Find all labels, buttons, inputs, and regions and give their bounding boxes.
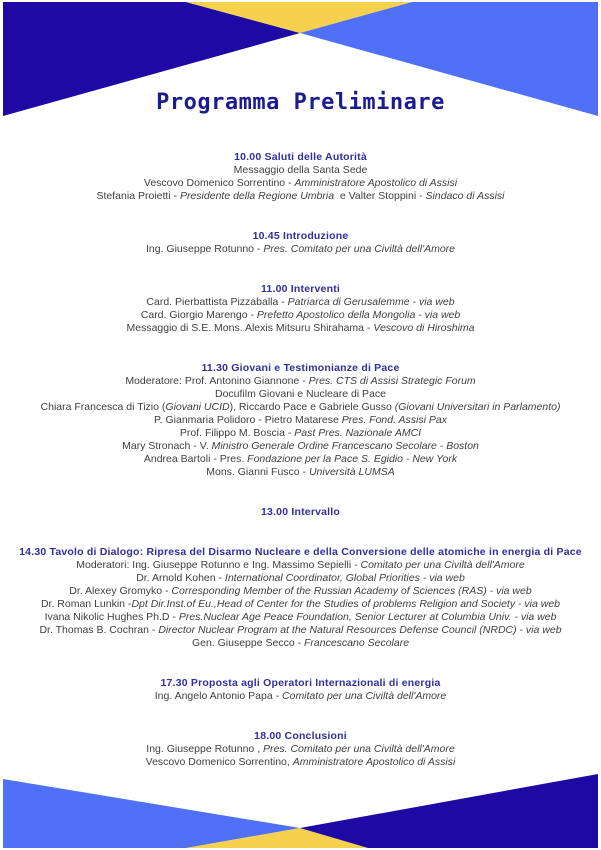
text-segment: Stefania Proietti -: [96, 190, 180, 202]
text-segment: Ivana Nikolic Hughes Ph.D -: [44, 611, 179, 623]
program-line: [0, 624, 601, 637]
text-segment: Moderatore: Prof. Antonino Giannone -: [125, 375, 309, 387]
program-section: [0, 283, 601, 335]
section-header: 18.00 Conclusioni: [254, 730, 347, 742]
text-segment: Ing. Giuseppe Rotunno -: [146, 243, 264, 255]
program-line: [0, 375, 601, 388]
text-segment: Mary Stronach - V.: [122, 440, 212, 452]
text-segment: Gen. Giuseppe Secco -: [191, 637, 304, 649]
text-segment: Sindaco di Assisi: [425, 190, 505, 202]
program-line: [0, 164, 601, 177]
section-header: 10.00 Saluti delle Autorità: [234, 151, 367, 163]
program-line: [0, 572, 601, 585]
text-segment: Andrea Bartoli - Pres.: [143, 453, 248, 465]
text-segment: P. Gianmaria Polidoro - Pietro Matarese: [154, 414, 342, 426]
section-header: 17.30 Proposta agli Operatori Internazionali di energia: [160, 677, 441, 689]
text-segment: Pres. Comitato per una Civiltà dell'Amore: [263, 743, 455, 755]
text-segment: Dr. Roman Lunkin -: [40, 598, 132, 610]
text-segment: Dr. Alexey Gromyko -: [69, 585, 172, 597]
text-segment: Director Nuclear Program at the Natural Resources Defense Council (NRDC) - via web: [158, 624, 562, 636]
text-segment: Presidente della Regione Umbria: [179, 190, 337, 202]
program-line: [0, 177, 601, 190]
program-line: [0, 743, 601, 756]
text-segment: Amministratore Apostolico di Assisi: [294, 177, 458, 189]
program-section: [0, 730, 601, 769]
text-segment: (Giovani Universitari in Parlamento): [394, 401, 561, 413]
text-segment: Ing. Giuseppe Rotunno ,: [146, 743, 264, 755]
program-line: [0, 598, 601, 611]
text-segment: Pres. Comitato per una Civiltà dell'Amore: [263, 243, 455, 255]
section-header: 14.30 Tavolo di Dialogo: Ripresa del Disarmo Nucleare e della Conversione delle atomiche in energia di Pace: [19, 546, 582, 558]
program-line: [0, 440, 601, 453]
program-line: [0, 414, 601, 427]
text-segment: Francescano Secolare: [304, 637, 410, 649]
program-line: [0, 401, 601, 414]
text-segment: Dr. Thomas B. Cochran -: [39, 624, 159, 636]
program-line: [0, 309, 601, 322]
program-sections: [0, 151, 601, 796]
program-line: [0, 585, 601, 598]
program-line: [0, 190, 601, 203]
text-segment: Vescovo di Hiroshima: [373, 322, 475, 334]
section-header: 10.45 Introduzione: [252, 230, 349, 242]
text-segment: Amministratore Apostolico di Assisi: [292, 756, 456, 768]
text-segment: Docufilm Giovani e Nucleare di Pace: [215, 388, 386, 400]
program-line: [0, 466, 601, 479]
text-segment: Dr. Arnold Kohen -: [136, 572, 225, 584]
program-line: [0, 611, 601, 624]
program-section: [0, 151, 601, 203]
program-line: [0, 243, 601, 256]
text-segment: International Coordinator, Global Priorities - via web: [224, 572, 465, 584]
text-segment: Moderatori: Ing. Giuseppe Rotunno e Ing. Massimo Sepielli -: [76, 559, 361, 571]
program-line: [0, 296, 601, 309]
program-line: [0, 322, 601, 335]
text-segment: Vescovo Domenico Sorrentino -: [143, 177, 295, 189]
program-line: [0, 388, 601, 401]
text-segment: Prof. Filippo M. Boscia -: [179, 427, 295, 439]
text-segment: Messaggio di S.E. Mons. Alexis Mitsuru Shirahama -: [126, 322, 374, 334]
text-segment: Card. Pierbattista Pizzaballa -: [146, 296, 288, 308]
program-section: [0, 362, 601, 479]
section-header: 13.00 Intervallo: [260, 506, 341, 518]
page-title: Programma Preliminare: [156, 90, 445, 115]
text-segment: Pres. Fond. Assisi Pax: [341, 414, 447, 426]
program-line: [0, 559, 601, 572]
text-segment: Prefetto Apostolico della Mongolia - via web: [256, 309, 461, 321]
text-segment: Mons. Gianni Fusco -: [206, 466, 309, 478]
text-segment: Pres.Nuclear Age Peace Foundation, Senior Lecturer at Columbia Univ. - via web: [178, 611, 557, 623]
text-segment: Corresponding Member of the Russian Academy of Sciences (RAS) - via web: [171, 585, 532, 597]
section-header: 11.00 Interventi: [260, 283, 341, 295]
program-section: [0, 506, 601, 519]
text-segment: ), Riccardo Pace e Gabriele Gusso: [229, 401, 395, 413]
text-segment: Vescovo Domenico Sorrentino,: [145, 756, 293, 768]
text-segment: Patriarca di Gerusalemme - via web: [287, 296, 455, 308]
text-segment: e Valter Stoppini -: [336, 190, 426, 202]
program-section: [0, 546, 601, 650]
text-segment: Card. Giorgio Marengo -: [140, 309, 257, 321]
program-line: [0, 690, 601, 703]
program-line: [0, 427, 601, 440]
section-header: 11.30 Giovani e Testimonianze di Pace: [201, 362, 400, 374]
text-segment: Chiara Francesca di Tizio (: [40, 401, 166, 413]
text-segment: Comitato per una Civiltà dell'Amore: [360, 559, 525, 571]
program-section: [0, 230, 601, 256]
program-section: [0, 677, 601, 703]
text-segment: Giovani UCID: [165, 401, 230, 413]
text-segment: Dpt Dir.Inst.of Eu.,Head of Center for the Studies of problems Religion and Society - via web: [131, 598, 561, 610]
text-segment: Università LUMSA: [308, 466, 395, 478]
program-line: [0, 453, 601, 466]
text-segment: Comitato per una Civiltà dell'Amore: [282, 690, 447, 702]
text-segment: Ing. Angelo Antonio Papa -: [154, 690, 283, 702]
program-line: [0, 637, 601, 650]
text-segment: Pres. CTS di Assisi Strategic Forum: [308, 375, 476, 387]
text-segment: Fondazione per la Pace S. Egidio - New York: [247, 453, 458, 465]
text-segment: Messaggio della Santa Sede: [233, 164, 368, 176]
text-segment: Past Pres. Nazionale AMCI: [294, 427, 422, 439]
program-line: [0, 756, 601, 769]
text-segment: Ministro Generale Ordine Francescano Secolare - Boston: [211, 440, 479, 452]
